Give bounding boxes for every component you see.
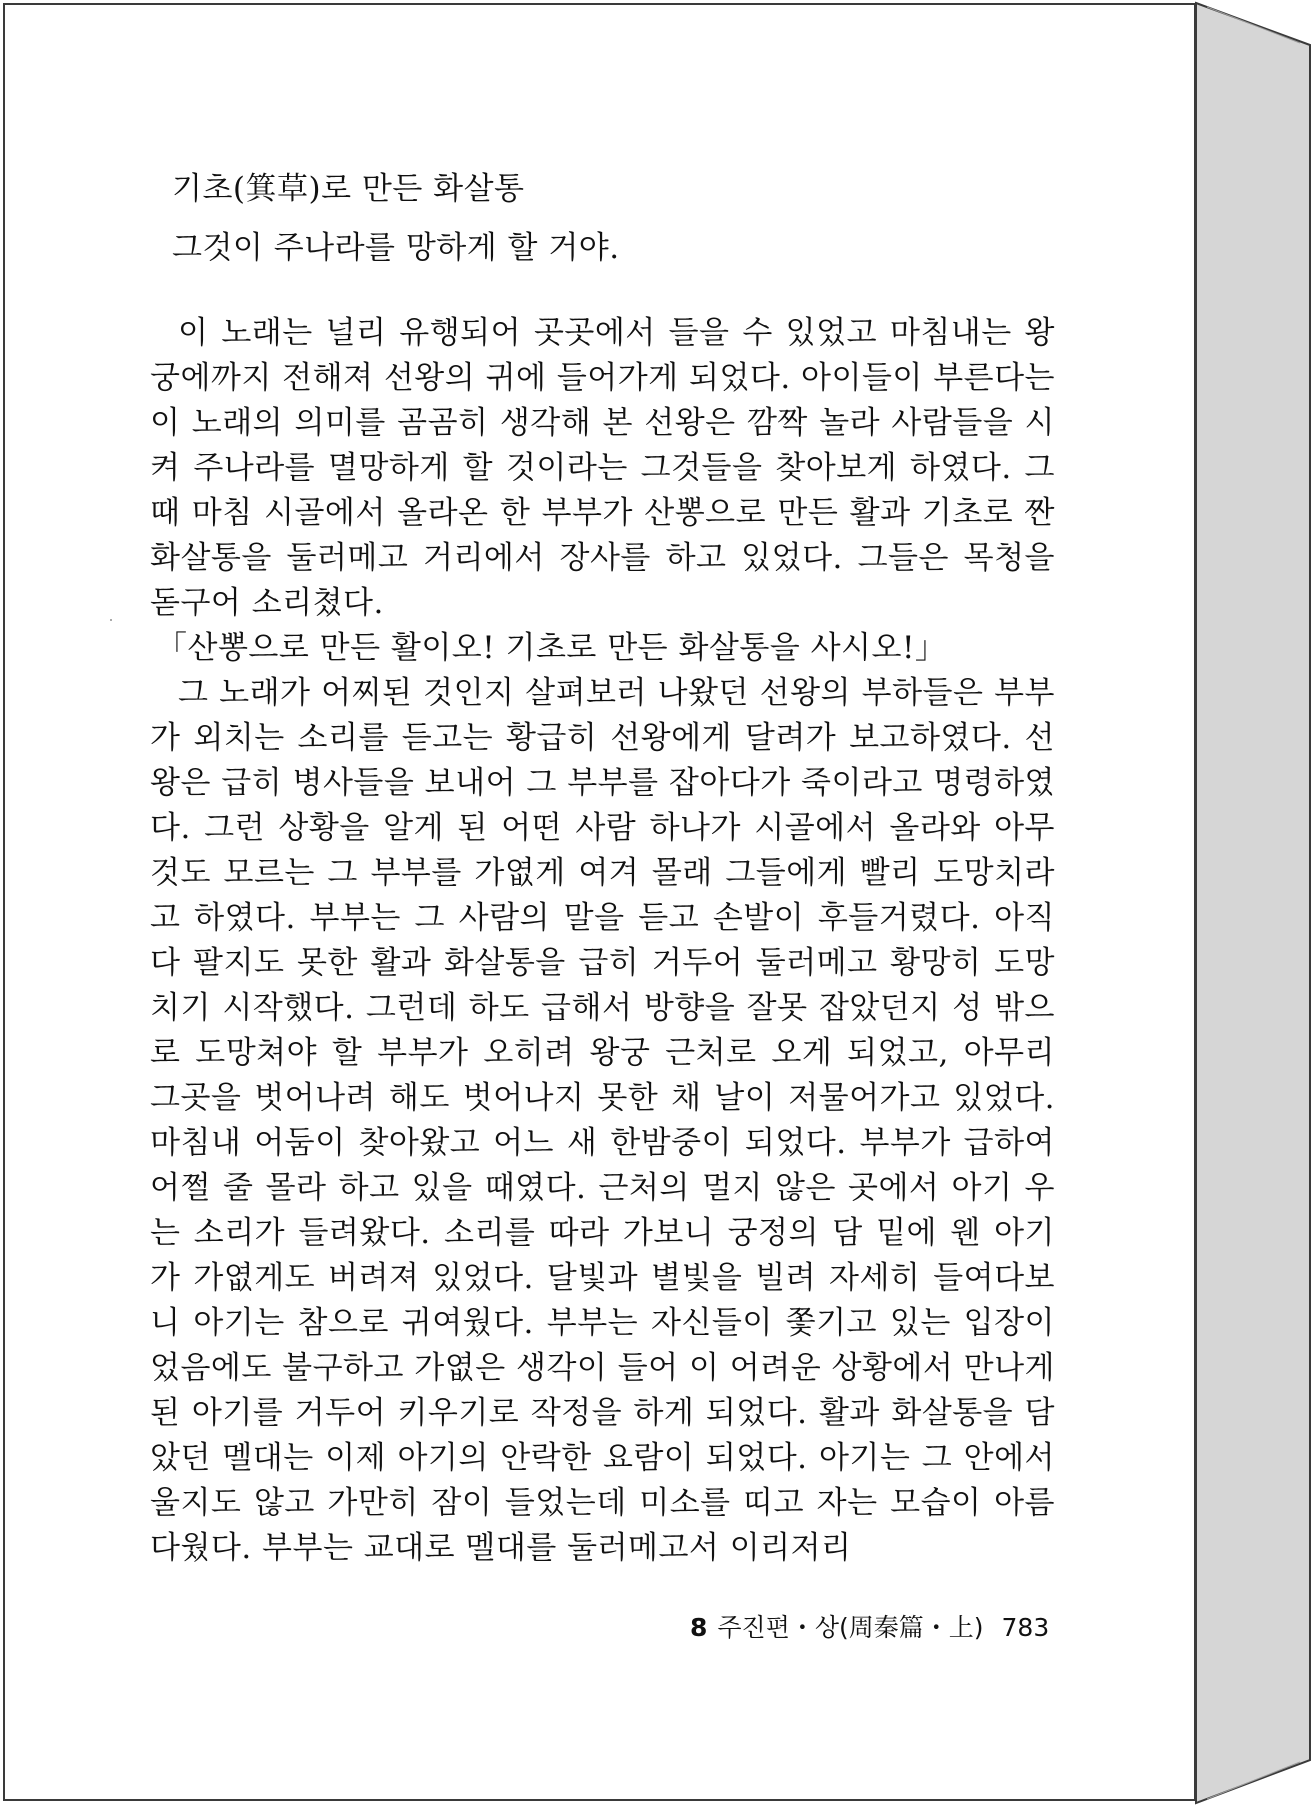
page-footer: [690, 1613, 1049, 1643]
paragraph: 이 노래는 널리 유행되어 곳곳에서 들을 수 있었고 마침내는 왕궁에까지 전해져 선왕의 귀에 들어가게 되었다. 아이들이 부른다는 이 노래의 의미를 곰곰히 생각해 본 선왕은 깜짝 놀라 사람들을 시켜 주나라를 멸망하게 할 것이라는 그것들을 찾아보게 하였다. 그때 마침 시골에서 올라온 한 부부가 산뽕으로 만든 활과 기초로 짠 화살통을 둘러메고 거리에서 장사를 하고 있었다. 그들은 목청을 돋구어 소리쳤다.: [150, 315, 1055, 621]
quoted-line: 「산뽕으로 만든 활이오! 기초로 만든 화살통을 사시오!」: [156, 630, 947, 666]
body-text: [150, 311, 1055, 1571]
paragraph: 그 노래가 어찌된 것인지 살펴보러 나왔던 선왕의 부하들은 부부가 외치는 소리를 듣고는 황급히 선왕에게 달려가 보고하였다. 선왕은 급히 병사들을 보내어 그 부부를 잡아다가 죽이라고 명령하였다. 그런 상황을 알게 된 어떤 사람 하나가 시골에서 올라와 아무 것도 모르는 그 부부를 가엾게 여겨 몰래 그들에게 빨리 도망치라고 하였다. 부부는 그 사람의 말을 듣고 손발이 후들거렸다. 아직 다 팔지도 못한 활과 화살통을 급히 거두어 둘러메고 황망히 도망치기 시작했다. 그런데 하도 급해서 방향을 잘못 잡았던지 성 밖으로 도망쳐야 할 부부가 오히려 왕궁 근처로 오게 되었고, 아무리 그곳을 벗어나려 해도 벗어나지 못한 채 날이 저물어가고 있었다. 마침내 어둠이 찾아왔고 어느 새 한밤중이 되었다. 부부가 급하여 어쩔 줄 몰라 하고 있을 때였다. 근처의 멀지 않은 곳에서 아기 우는 소리가 들려왔다. 소리를 따라 가보니 궁정의 담 밑에 웬 아기가 가엾게도 버려져 있었다. 달빛과 별빛을 빌려 자세히 들여다보니 아기는 참으로 귀여웠다. 부부는 자신들이 쫓기고 있는 입장이었음에도 불구하고 가엾은 생각이 들어 이 어려운 상황에서 만나게 된 아기를 거두어 키우기로 작정을 하게 되었다. 활과 화살통을 담았던 멜대는 이제 아기의 안락한 요람이 되었다. 아기는 그 안에서 울지도 않고 가만히 잠이 들었는데 미소를 띠고 자는 모습이 아름다웠다. 부부는 교대로 멜대를 둘러메고서 이리저리: [150, 675, 1055, 1566]
page-edge-right: [1196, 3, 1310, 1803]
poem-block: [172, 160, 1077, 278]
chapter-title: 주진편・상(周秦篇・上): [717, 1613, 984, 1642]
scan-speck: [110, 619, 112, 621]
page-number: 783: [1001, 1613, 1050, 1642]
poem-line: 그것이 주나라를 망하게 할 거야.: [172, 230, 620, 266]
chapter-number: 8: [690, 1613, 708, 1642]
poem-line: 기초(箕草)로 만든 화살통: [172, 171, 525, 207]
